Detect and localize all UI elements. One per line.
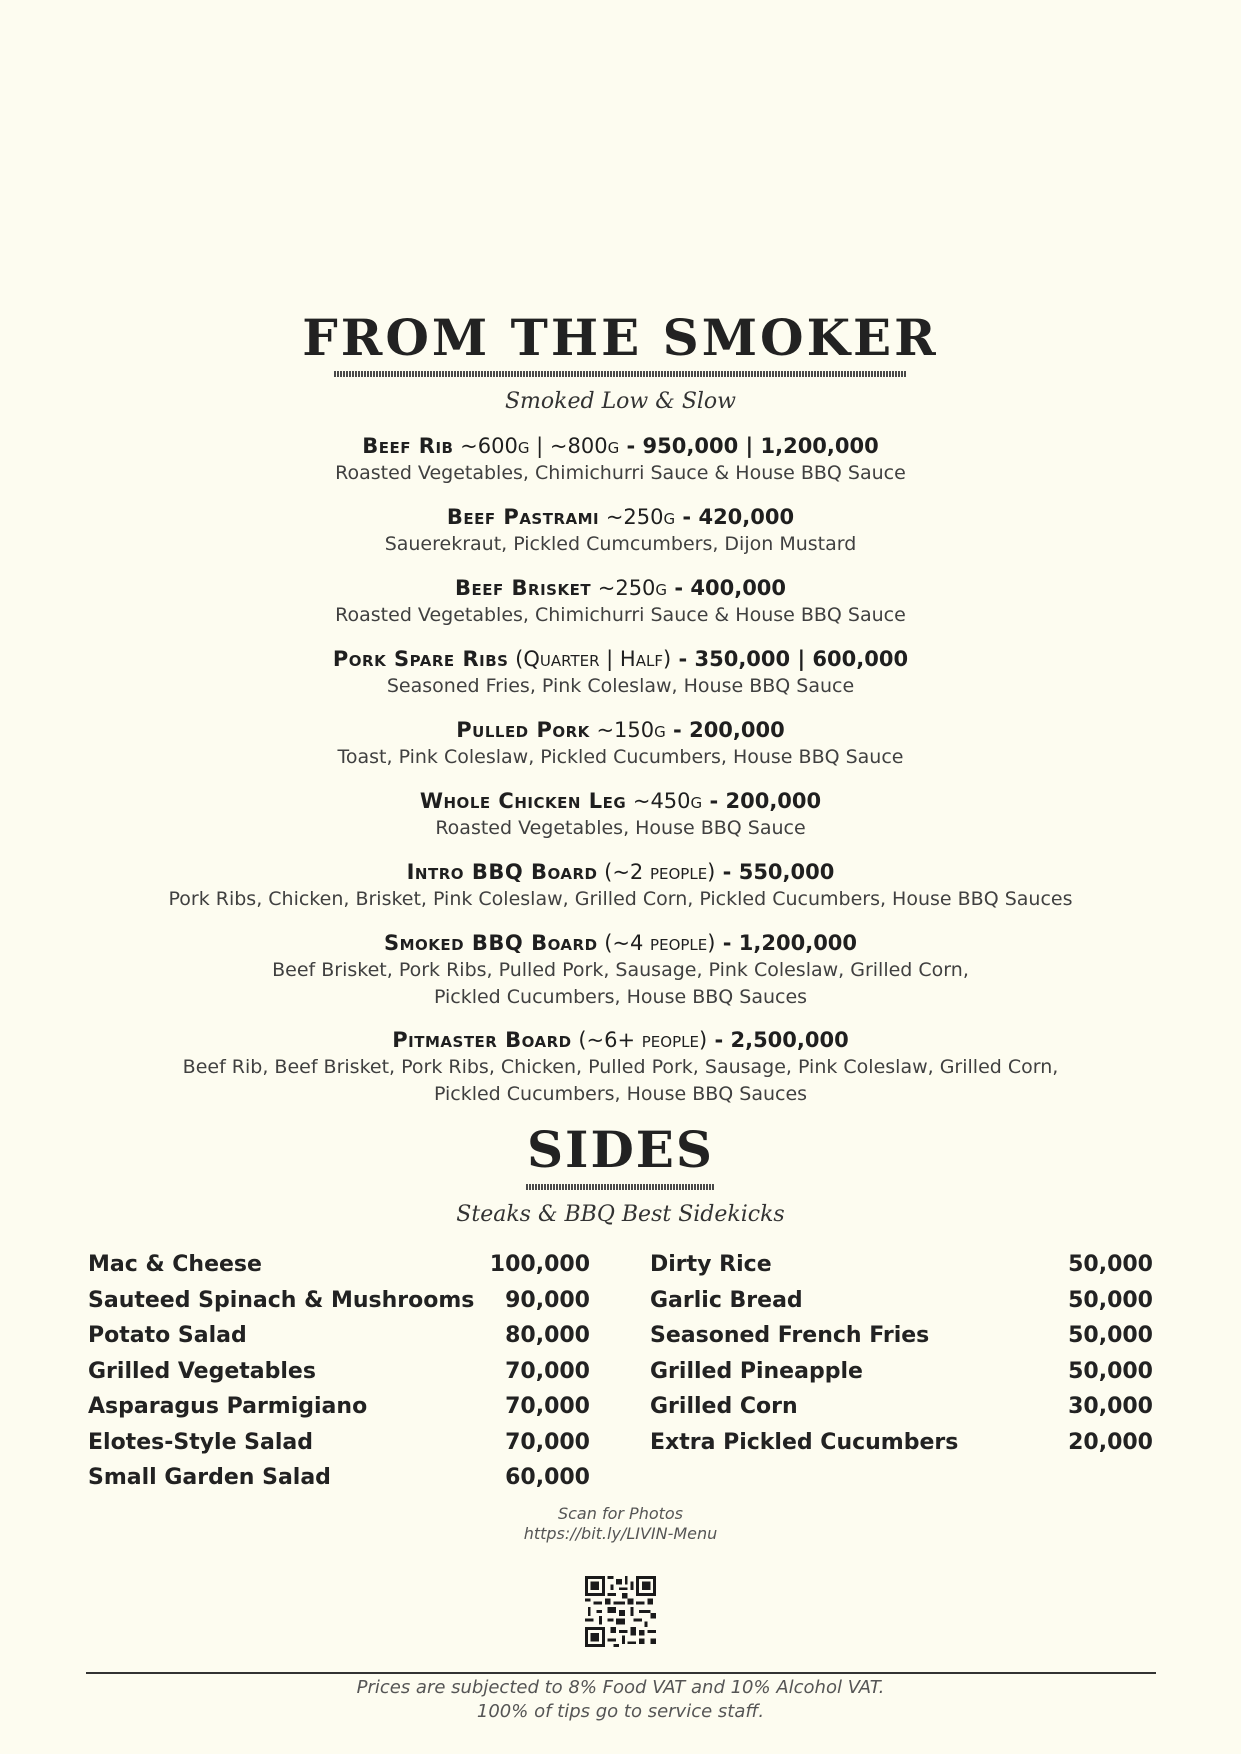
list-item: [88, 1288, 590, 1324]
side-price: 100,000: [489, 1252, 590, 1277]
item-size: (~2 people): [597, 860, 716, 884]
side-name: Grilled Corn: [650, 1394, 798, 1419]
item-name: Pulled Pork: [456, 718, 590, 742]
tips-note: 100% of tips go to service staff.: [476, 1701, 765, 1722]
side-price: 70,000: [505, 1394, 590, 1419]
item-price: - 420,000: [675, 505, 795, 529]
side-name: Potato Salad: [88, 1323, 247, 1348]
side-price: 70,000: [505, 1358, 590, 1384]
item-size: (Quarter | Half): [508, 647, 672, 671]
item-price: - 550,000: [715, 860, 835, 884]
item-size: ~250g: [599, 505, 676, 529]
menu-item: [0, 645, 1241, 700]
footer-divider: [86, 1672, 1156, 1674]
menu-item: [0, 432, 1241, 487]
section-title-sides: SIDES: [526, 1120, 715, 1179]
side-price: 50,000: [1068, 1358, 1153, 1384]
menu-item: [0, 787, 1241, 842]
menu-item: [0, 574, 1241, 629]
sides-list-right: [650, 1252, 1153, 1465]
footer-note: [0, 1676, 1241, 1724]
item-name: Pitmaster Board: [392, 1028, 572, 1052]
scan-label: Scan for Photos: [557, 1504, 684, 1523]
side-name: Garlic Bread: [650, 1287, 803, 1313]
item-size: ~150g: [589, 718, 666, 742]
item-name: Smoked BBQ Board: [383, 931, 598, 955]
menu-item: [0, 503, 1241, 558]
side-name: Sauteed Spinach & Mushrooms: [88, 1287, 475, 1313]
side-price: 20,000: [1068, 1429, 1153, 1455]
item-price: - 200,000: [665, 718, 785, 742]
menu-item: [0, 858, 1241, 913]
item-name: Intro BBQ Board: [406, 860, 598, 884]
title-divider: [334, 371, 906, 377]
list-item: [88, 1252, 590, 1288]
item-description: Seasoned Fries, Pink Coleslaw, House BBQ Sauce: [386, 675, 855, 697]
qr-code-icon[interactable]: [585, 1576, 656, 1647]
list-item: [650, 1252, 1153, 1288]
side-price: 50,000: [1068, 1323, 1153, 1348]
menu-link[interactable]: https://bit.ly/LIVIN-Menu: [523, 1524, 718, 1543]
list-item: [650, 1288, 1153, 1324]
item-name: Beef Rib: [362, 434, 454, 458]
side-price: 50,000: [1068, 1252, 1153, 1277]
list-item: [88, 1394, 590, 1430]
item-description: Beef Rib, Beef Brisket, Pork Ribs, Chicken, Pulled Pork, Sausage, Pink Coleslaw, Grilled Corn,: [182, 1056, 1059, 1078]
item-description: Pork Ribs, Chicken, Brisket, Pink Coleslaw, Grilled Corn, Pickled Cucumbers, House BBQ Sauces: [168, 888, 1073, 910]
sides-list-left: [88, 1252, 590, 1501]
item-description: Beef Brisket, Pork Ribs, Pulled Pork, Sausage, Pink Coleslaw, Grilled Corn,: [272, 959, 969, 981]
item-size: ~250g: [591, 576, 668, 600]
item-description: Sauerekraut, Pickled Cumcumbers, Dijon Mustard: [384, 533, 857, 555]
list-item: [650, 1323, 1153, 1359]
item-description: Roasted Vegetables, Chimichurri Sauce & House BBQ Sauce: [335, 462, 906, 484]
list-item: [650, 1430, 1153, 1466]
side-price: 90,000: [505, 1287, 590, 1313]
side-name: Asparagus Parmigiano: [88, 1394, 368, 1419]
item-size: (~6+ people): [571, 1028, 708, 1052]
side-name: Grilled Pineapple: [650, 1358, 863, 1384]
item-description: Toast, Pink Coleslaw, Pickled Cucumbers, House BBQ Sauce: [337, 746, 904, 768]
item-name: Pork Spare Ribs: [332, 647, 509, 671]
section-subtitle-smoker: Smoked Low & Slow: [504, 389, 737, 414]
item-name: Whole Chicken Leg: [419, 789, 627, 813]
side-name: Elotes-Style Salad: [88, 1429, 313, 1455]
item-price: - 2,500,000: [707, 1028, 849, 1052]
item-description: Roasted Vegetables, House BBQ Sauce: [435, 817, 806, 839]
side-name: Extra Pickled Cucumbers: [650, 1429, 959, 1455]
title-divider: [526, 1184, 714, 1190]
list-item: [650, 1359, 1153, 1395]
section-title-smoker: FROM THE SMOKER: [302, 308, 939, 367]
item-price: - 350,000 | 600,000: [671, 647, 909, 671]
item-price: - 1,200,000: [715, 931, 858, 955]
menu-item: [0, 1026, 1241, 1108]
item-size: (~4 people): [597, 931, 716, 955]
list-item: [88, 1323, 590, 1359]
list-item: [88, 1359, 590, 1395]
side-price: 30,000: [1068, 1394, 1153, 1419]
item-price: - 400,000: [667, 576, 787, 600]
side-name: Small Garden Salad: [88, 1465, 331, 1490]
side-price: 60,000: [505, 1465, 590, 1490]
list-item: [88, 1465, 590, 1501]
item-size: ~450g: [626, 789, 703, 813]
section-subtitle-sides: Steaks & BBQ Best Sidekicks: [456, 1202, 785, 1227]
item-description-cont: Pickled Cucumbers, House BBQ Sauces: [433, 1083, 808, 1105]
side-name: Dirty Rice: [650, 1252, 772, 1277]
item-price: - 950,000 | 1,200,000: [619, 434, 879, 458]
side-price: 70,000: [505, 1429, 590, 1455]
menu-item: [0, 716, 1241, 771]
side-name: Grilled Vegetables: [88, 1358, 316, 1384]
item-description-cont: Pickled Cucumbers, House BBQ Sauces: [433, 986, 808, 1008]
side-price: 50,000: [1068, 1287, 1153, 1313]
side-name: Seasoned French Fries: [650, 1323, 930, 1348]
menu-item: [0, 929, 1241, 1011]
vat-note: Prices are subjected to 8% Food VAT and 10% Alcohol VAT.: [356, 1677, 885, 1698]
item-description: Roasted Vegetables, Chimichurri Sauce & House BBQ Sauce: [335, 604, 906, 626]
item-name: Beef Pastrami: [446, 505, 600, 529]
list-item: [650, 1394, 1153, 1430]
scan-caption: [0, 1504, 1241, 1544]
item-name: Beef Brisket: [454, 576, 592, 600]
side-name: Mac & Cheese: [88, 1252, 262, 1277]
list-item: [88, 1430, 590, 1466]
item-price: - 200,000: [702, 789, 822, 813]
side-price: 80,000: [505, 1323, 590, 1348]
item-size: ~600g | ~800g: [453, 434, 620, 458]
